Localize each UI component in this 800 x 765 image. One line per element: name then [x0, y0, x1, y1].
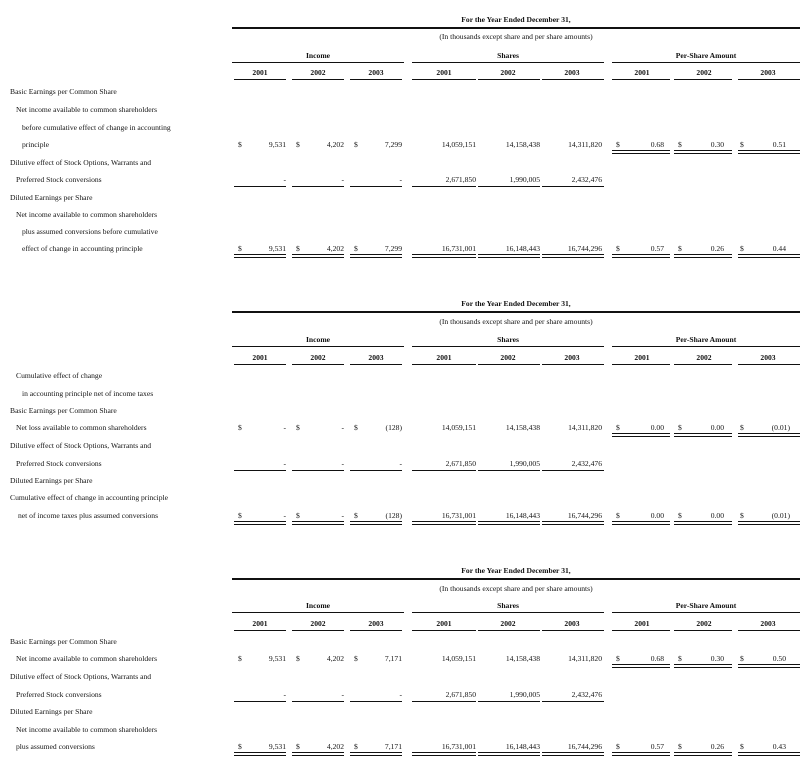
per-share-value: (0.01)	[771, 511, 790, 520]
row-label: Net loss available to common shareholders	[16, 423, 147, 432]
group-per-share: Per-Share Amount	[675, 51, 737, 60]
group-shares: Shares	[497, 335, 519, 344]
shares-value: 14,158,438	[505, 654, 540, 663]
year-header: 2003	[760, 619, 776, 628]
year-header: 2001	[252, 353, 268, 362]
dollar-sign: $	[354, 140, 358, 149]
shares-value: 2,432,476	[571, 459, 602, 468]
shares-value: 16,148,443	[505, 244, 540, 253]
income-value: 7,171	[384, 742, 402, 751]
year-header: 2001	[436, 619, 452, 628]
row-label: before cumulative effect of change in accounting	[22, 123, 171, 132]
group-shares: Shares	[497, 601, 519, 610]
year-header: 2001	[634, 619, 650, 628]
income-value: -	[283, 511, 286, 520]
dollar-sign: $	[354, 742, 358, 751]
year-header: 2002	[696, 619, 712, 628]
shares-value: 16,744,296	[567, 511, 602, 520]
per-share-value: 0.68	[650, 654, 664, 663]
income-value: -	[283, 175, 286, 184]
income-value: -	[341, 690, 344, 699]
dollar-sign: $	[678, 140, 682, 149]
per-share-value: 0.00	[650, 423, 664, 432]
year-header: 2002	[310, 353, 326, 362]
per-share-value: 0.51	[772, 140, 786, 149]
dollar-sign: $	[238, 654, 242, 663]
row-label: in accounting principle net of income taxes	[22, 389, 154, 398]
year-header: 2001	[634, 68, 650, 77]
dollar-sign: $	[616, 511, 620, 520]
table-subtitle: (In thousands except share and per share amounts)	[439, 584, 593, 593]
dollar-sign: $	[740, 244, 744, 253]
row-label: plus assumed conversions	[16, 742, 95, 751]
row-label: Basic Earnings per Common Share	[10, 87, 117, 96]
table-title: For the Year Ended December 31,	[461, 15, 571, 24]
per-share-value: 0.43	[772, 742, 786, 751]
shares-value: 16,731,001	[441, 244, 476, 253]
year-header: 2001	[634, 353, 650, 362]
row-label: Diluted Earnings per Share	[10, 193, 93, 202]
row-label: Dilutive effect of Stock Options, Warrants and	[10, 672, 152, 681]
year-header: 2001	[252, 68, 268, 77]
dollar-sign: $	[238, 511, 242, 520]
year-header: 2002	[696, 353, 712, 362]
income-value: -	[283, 459, 286, 468]
year-header: 2003	[368, 353, 384, 362]
dollar-sign: $	[238, 244, 242, 253]
dollar-sign: $	[354, 654, 358, 663]
row-label: Dilutive effect of Stock Options, Warrants and	[10, 158, 152, 167]
row-label: Net income available to common shareholders	[16, 725, 158, 734]
shares-value: 16,731,001	[441, 742, 476, 751]
income-value: -	[341, 459, 344, 468]
shares-value: 14,158,438	[505, 140, 540, 149]
shares-value: 16,744,296	[567, 742, 602, 751]
income-value: 7,171	[384, 654, 402, 663]
shares-value: 2,432,476	[571, 690, 602, 699]
per-share-value: 0.00	[710, 511, 724, 520]
dollar-sign: $	[238, 423, 242, 432]
per-share-value: 0.00	[710, 423, 724, 432]
row-label: effect of change in accounting principle	[22, 244, 143, 253]
row-label: Net income available to common shareholders	[16, 210, 158, 219]
row-label: Diluted Earnings per Share	[10, 476, 93, 485]
income-value: 4,202	[326, 742, 344, 751]
shares-value: 14,059,151	[441, 423, 476, 432]
year-header: 2003	[564, 619, 580, 628]
income-value: -	[341, 175, 344, 184]
income-value: (128)	[385, 423, 402, 432]
group-income: Income	[305, 335, 331, 344]
per-share-value: (0.01)	[771, 423, 790, 432]
row-label: Net income available to common shareholders	[16, 105, 158, 114]
dollar-sign: $	[678, 742, 682, 751]
shares-value: 2,432,476	[571, 175, 602, 184]
per-share-value: 0.26	[710, 742, 724, 751]
income-value: 4,202	[326, 654, 344, 663]
shares-value: 14,311,820	[568, 140, 602, 149]
year-header: 2003	[368, 619, 384, 628]
dollar-sign: $	[354, 423, 358, 432]
year-header: 2003	[760, 353, 776, 362]
year-header: 2001	[436, 353, 452, 362]
dollar-sign: $	[296, 244, 300, 253]
shares-value: 2,671,850	[445, 459, 476, 468]
group-income: Income	[305, 601, 331, 610]
shares-value: 16,731,001	[441, 511, 476, 520]
dollar-sign: $	[740, 654, 744, 663]
dollar-sign: $	[616, 244, 620, 253]
shares-value: 14,158,438	[505, 423, 540, 432]
dollar-sign: $	[678, 511, 682, 520]
shares-value: 2,671,850	[445, 690, 476, 699]
income-value: -	[341, 511, 344, 520]
income-value: 9,531	[268, 654, 286, 663]
per-share-value: 0.50	[772, 654, 786, 663]
row-label: Cumulative effect of change	[16, 371, 103, 380]
dollar-sign: $	[238, 140, 242, 149]
income-value: 4,202	[326, 244, 344, 253]
row-label: Basic Earnings per Common Share	[10, 406, 117, 415]
row-label: Cumulative effect of change in accounting principle	[10, 493, 169, 502]
row-label: principle	[22, 140, 49, 149]
dollar-sign: $	[296, 742, 300, 751]
row-label: Diluted Earnings per Share	[10, 707, 93, 716]
table-title: For the Year Ended December 31,	[461, 566, 571, 575]
shares-value: 1,990,005	[509, 459, 540, 468]
dollar-sign: $	[296, 654, 300, 663]
dollar-sign: $	[238, 742, 242, 751]
dollar-sign: $	[354, 511, 358, 520]
group-income: Income	[305, 51, 331, 60]
dollar-sign: $	[678, 244, 682, 253]
income-value: -	[341, 423, 344, 432]
row-label: plus assumed conversions before cumulative	[22, 227, 158, 236]
year-header: 2002	[500, 68, 516, 77]
per-share-value: 0.57	[650, 244, 664, 253]
table-subtitle: (In thousands except share and per share amounts)	[439, 317, 593, 326]
dollar-sign: $	[740, 423, 744, 432]
shares-value: 14,311,820	[568, 654, 602, 663]
dollar-sign: $	[740, 742, 744, 751]
shares-value: 16,744,296	[567, 244, 602, 253]
year-header: 2003	[368, 68, 384, 77]
dollar-sign: $	[354, 244, 358, 253]
shares-value: 14,311,820	[568, 423, 602, 432]
row-label: Preferred Stock conversions	[16, 175, 102, 184]
income-value: -	[399, 690, 402, 699]
shares-value: 1,990,005	[509, 175, 540, 184]
per-share-value: 0.44	[772, 244, 786, 253]
row-label: net of income taxes plus assumed conversions	[18, 511, 159, 520]
year-header: 2002	[696, 68, 712, 77]
income-value: 9,531	[268, 140, 286, 149]
row-label: Preferred Stock conversions	[16, 459, 102, 468]
income-value: -	[399, 459, 402, 468]
dollar-sign: $	[678, 423, 682, 432]
dollar-sign: $	[616, 423, 620, 432]
income-value: 7,299	[384, 244, 402, 253]
dollar-sign: $	[616, 742, 620, 751]
year-header: 2002	[500, 353, 516, 362]
income-value: (128)	[385, 511, 402, 520]
dollar-sign: $	[616, 140, 620, 149]
shares-value: 16,148,443	[505, 511, 540, 520]
income-value: -	[399, 175, 402, 184]
dollar-sign: $	[296, 140, 300, 149]
per-share-value: 0.68	[650, 140, 664, 149]
income-value: 9,531	[268, 244, 286, 253]
per-share-value: 0.30	[710, 654, 724, 663]
dollar-sign: $	[616, 654, 620, 663]
dollar-sign: $	[678, 654, 682, 663]
year-header: 2001	[252, 619, 268, 628]
income-value: 9,531	[268, 742, 286, 751]
shares-value: 14,059,151	[441, 654, 476, 663]
income-value: 7,299	[384, 140, 402, 149]
row-label: Dilutive effect of Stock Options, Warrants and	[10, 441, 152, 450]
shares-value: 14,059,151	[441, 140, 476, 149]
income-value: -	[283, 690, 286, 699]
shares-value: 2,671,850	[445, 175, 476, 184]
year-header: 2003	[564, 68, 580, 77]
row-label: Preferred Stock conversions	[16, 690, 102, 699]
shares-value: 16,148,443	[505, 742, 540, 751]
year-header: 2003	[760, 68, 776, 77]
group-per-share: Per-Share Amount	[675, 335, 737, 344]
table-title: For the Year Ended December 31,	[461, 299, 571, 308]
year-header: 2002	[500, 619, 516, 628]
per-share-value: 0.26	[710, 244, 724, 253]
group-shares: Shares	[497, 51, 519, 60]
per-share-value: 0.57	[650, 742, 664, 751]
year-header: 2002	[310, 68, 326, 77]
table-subtitle: (In thousands except share and per share amounts)	[439, 32, 593, 41]
row-label: Basic Earnings per Common Share	[10, 637, 117, 646]
dollar-sign: $	[296, 511, 300, 520]
dollar-sign: $	[296, 423, 300, 432]
year-header: 2003	[564, 353, 580, 362]
group-per-share: Per-Share Amount	[675, 601, 737, 610]
dollar-sign: $	[740, 140, 744, 149]
per-share-value: 0.30	[710, 140, 724, 149]
per-share-value: 0.00	[650, 511, 664, 520]
year-header: 2001	[436, 68, 452, 77]
row-label: Net income available to common shareholders	[16, 654, 158, 663]
income-value: 4,202	[326, 140, 344, 149]
income-value: -	[283, 423, 286, 432]
shares-value: 1,990,005	[509, 690, 540, 699]
year-header: 2002	[310, 619, 326, 628]
dollar-sign: $	[740, 511, 744, 520]
